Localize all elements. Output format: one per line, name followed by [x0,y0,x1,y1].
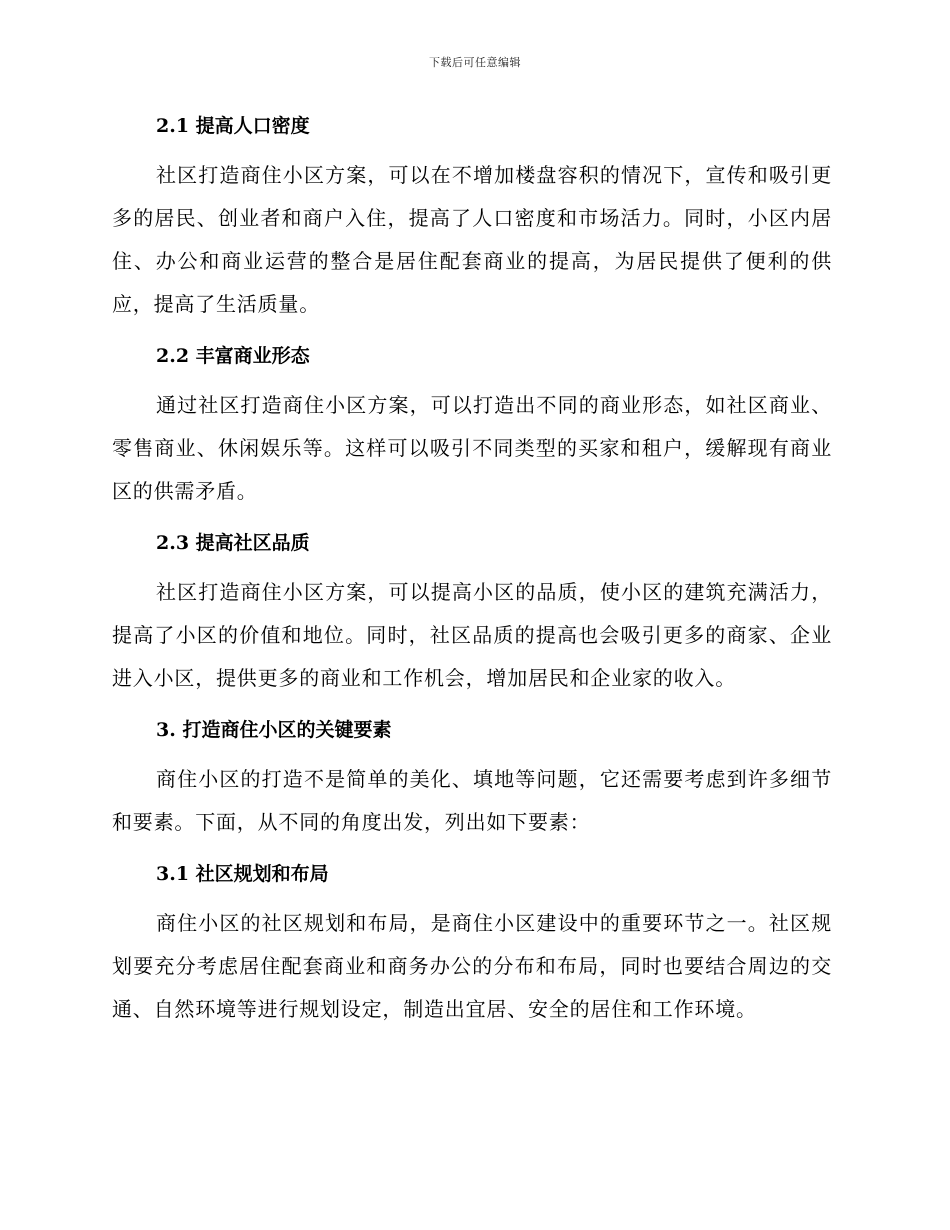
document-body [112,110,832,1045]
section-paragraph-2-3: 社区打造商住小区方案，可以提高小区的品质，使小区的建筑充满活力，提高了小区的价值和地位。同时，社区品质的提高也会吸引更多的商家、企业进入小区，提供更多的商业和工作机会，增加居民和企业家的收入。 [112,580,832,690]
section-heading-3: 3. 打造商住小区的关键要素 [156,719,392,741]
section-heading-3-1: 3.1 社区规划和布局 [156,863,329,885]
section-paragraph-3-1: 商住小区的社区规划和布局，是商住小区建设中的重要环节之一。社区规划要充分考虑居住配套商业和商务办公的分布和布局，同时也要结合周边的交通、自然环境等进行规划设定，制造出宜居、安全的居住和工作环境。 [112,911,832,1021]
section-paragraph-2-2: 通过社区打造商住小区方案，可以打造出不同的商业形态，如社区商业、零售商业、休闲娱乐等。这样可以吸引不同类型的买家和租户，缓解现有商业区的供需矛盾。 [112,393,832,503]
section-paragraph-2-1: 社区打造商住小区方案，可以在不增加楼盘容积的情况下，宣传和吸引更多的居民、创业者和商户入住，提高了人口密度和市场活力。同时，小区内居住、办公和商业运营的整合是居住配套商业的提高，为居民提供了便利的供应，提高了生活质量。 [112,163,832,316]
section-heading-2-2: 2.2 丰富商业形态 [156,345,310,367]
section-paragraph-3: 商住小区的打造不是简单的美化、填地等问题，它还需要考虑到许多细节和要素。下面，从不同的角度出发，列出如下要素： [112,767,832,834]
page-header: 下载后可任意编辑 [429,56,521,69]
section-heading-2-1: 2.1 提高人口密度 [156,115,310,137]
section-heading-2-3: 2.3 提高社区品质 [156,532,310,554]
